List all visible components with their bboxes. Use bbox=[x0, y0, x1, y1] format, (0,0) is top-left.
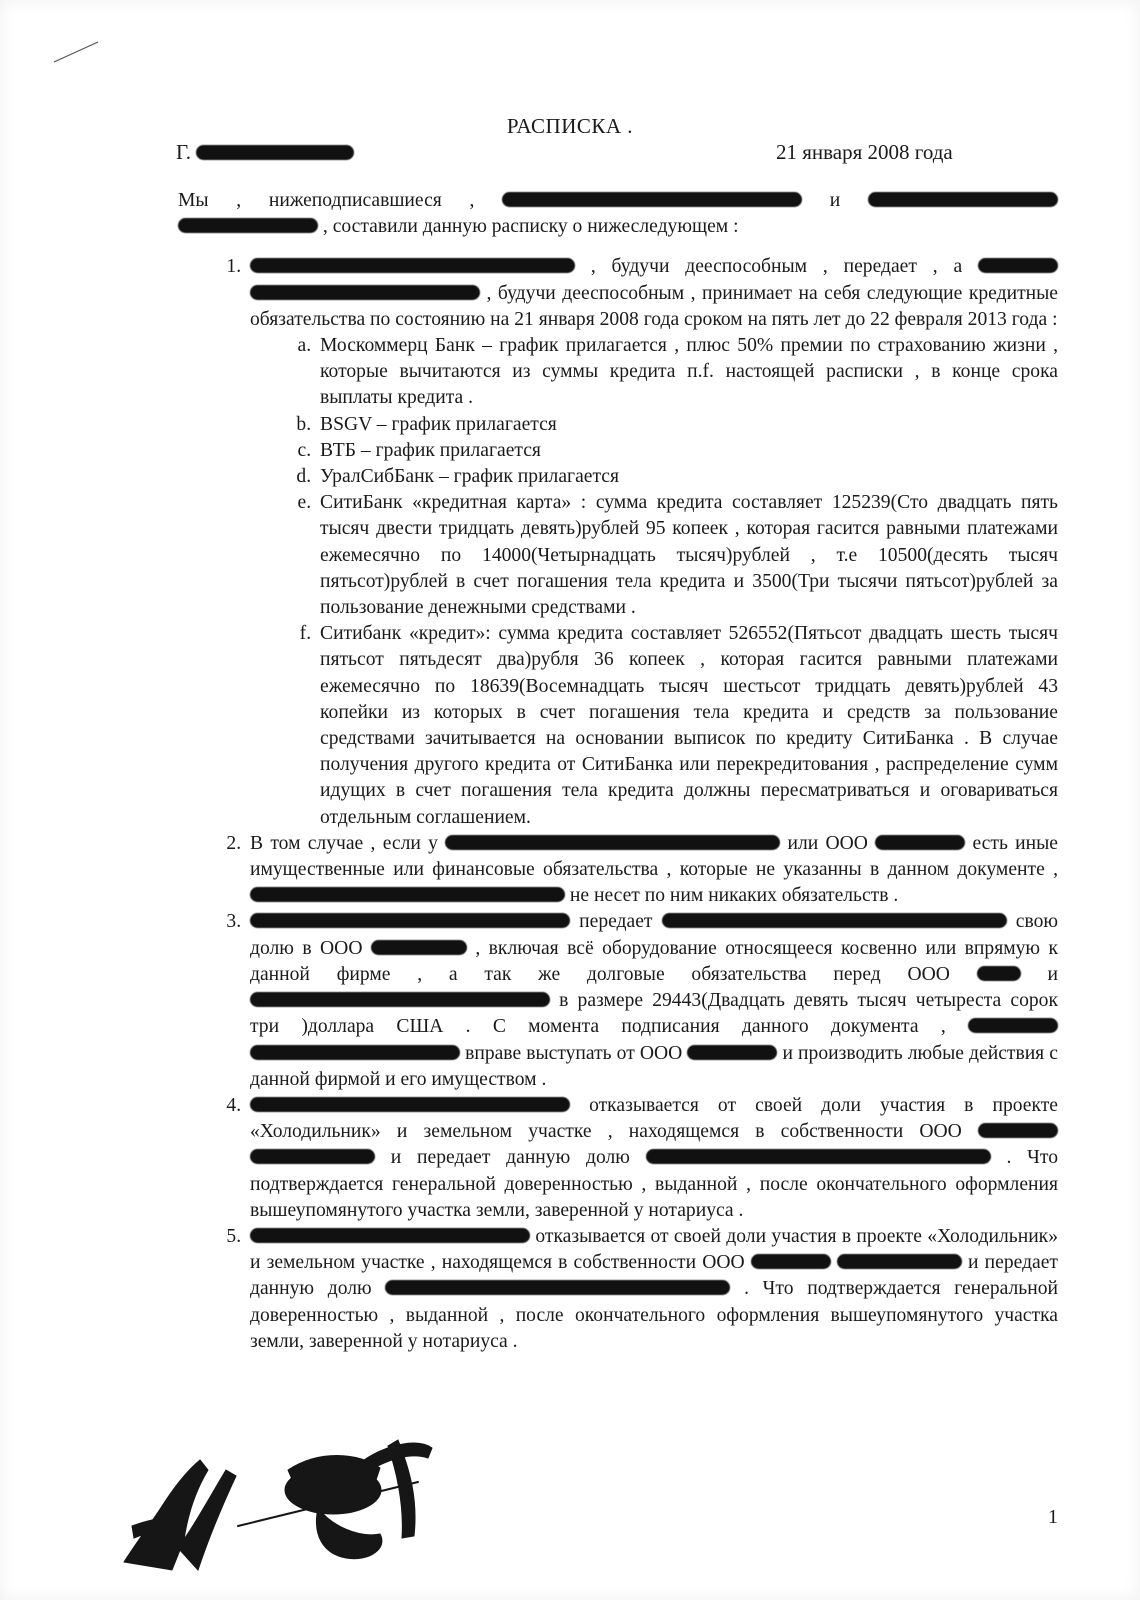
redacted-name bbox=[445, 835, 780, 850]
redacted-city bbox=[196, 145, 354, 160]
subclause-c: c. ВТБ – график прилагается bbox=[316, 438, 1058, 464]
redacted-name bbox=[250, 913, 570, 928]
subclause-d: d. УралСибБанк – график прилагается bbox=[316, 464, 1058, 490]
redacted-company bbox=[875, 835, 965, 850]
document-date: 21 января 2008 года bbox=[776, 140, 953, 164]
redacted-name bbox=[502, 192, 802, 207]
redacted-name bbox=[646, 1149, 991, 1164]
document-title: РАСПИСКА . bbox=[506, 114, 634, 138]
redacted-company bbox=[687, 1045, 777, 1060]
redacted-company bbox=[977, 966, 1021, 981]
redacted-name bbox=[868, 192, 1058, 207]
redacted-name bbox=[250, 1097, 570, 1112]
redacted-name bbox=[968, 1018, 1058, 1033]
redacted-company bbox=[371, 940, 467, 955]
redacted-name bbox=[250, 992, 550, 1007]
pen-mark bbox=[52, 38, 102, 66]
page-number: 1 bbox=[1048, 1506, 1058, 1528]
subclause-b: b. BSGV – график прилагается bbox=[316, 412, 1058, 438]
credit-obligations-list bbox=[250, 333, 1058, 831]
redacted-name bbox=[250, 258, 575, 273]
redacted-name bbox=[385, 1280, 730, 1295]
city-prefix: Г. bbox=[176, 140, 192, 164]
redacted-name bbox=[978, 258, 1058, 273]
redacted-name bbox=[250, 1045, 460, 1060]
redacted-name bbox=[250, 1228, 530, 1243]
intro-paragraph: Мы , нижеподписавшиеся , и , составили данную расписку о нижеследующем : bbox=[178, 188, 1058, 240]
redacted-signature bbox=[118, 1430, 438, 1580]
redacted-name bbox=[662, 913, 1007, 928]
clause-3: 3. передает свою долю в ООО , включая всё оборудование относящееся косвенно или впрямую к данной фирме , а так же долговые обязательства перед ООО и в размере 29443(Двадцать девять тысяч четыреста сорок три )доллара США . С момента подписания данного документа , вправе выступать от ООО и производить любые действия с данной фирмой и его имуществом . bbox=[246, 909, 1058, 1092]
subclause-a: a. Москоммерц Банк – график прилагается , плюс 50% премии по страхованию жизни , которые вычитаются из суммы кредита п.f. настоящей расписки , в конце срока выплаты кредита . bbox=[316, 333, 1058, 412]
subclause-e: e. СитиБанк «кредитная карта» : сумма кредита составляет 125239(Сто двадцать пять тысяч двести тридцать девять)рублей 95 копеек , которая гасится равными платежами ежемесячно по 14000(Четырнадцать тысяч)рублей , т.е 10500(десять тысяч пятьсот)рублей в счет погашения тела кредита и 3500(Три тысячи пятьсот)рублей за пользование денежными средствами . bbox=[316, 490, 1058, 621]
city-line bbox=[176, 140, 354, 165]
clause-1: 1. , будучи дееспособным , передает , а , будучи дееспособным , принимает на себя следующие кредитные обязательства по состоянию на 21 января 2008 года сроком на пять лет до 22 февраля 2013 года : a. Москоммерц Банк – график прилагается , плюс 50% премии по страхованию жизни , которые вычитаются из суммы кредита п.f. настоящей расписки , в конце срока выплаты кредита . b. BSGV – график прилагается c. ВТБ – график прилагается d. УралСибБанк – график прилагается e. СитиБанк «кредитная карта» : сумма кредита составляет 125239(Сто двадцать пять тысяч двести тридцать девять)рублей 95 копеек , которая гасится равными платежами ежемесячно по 14000(Четырнадцать тысяч)рублей , т.е 10500(десять тысяч пятьсот)рублей в счет погашения тела кредита и 3500(Три тысячи пятьсот)рублей за пользование денежными средствами . f. Ситибанк «кредит»: сумма кредита составляет 526552(Пятьсот двадцать шесть тысяч пятьсот пятьдесят два)рубля 36 копеек , которая гасится равными платежами ежемесячно по 18639(Восемнадцать тысяч шестьсот тридцать девять)рублей 43 копейки из которых в счет погашения тела кредита и средств за пользование средствами зачитывается на основании выписок по кредиту СитиБанка . В случае получения другого кредита от СитиБанка или перекредитования , распределение сумм идущих в счет погашения тела кредита должны пересматриваться и оговариваться отдельным соглашением. bbox=[246, 254, 1058, 830]
clause-4: 4. отказывается от своей доли участия в проекте «Холодильник» и земельном участке , находящемся в собственности ООО и передает данную долю . Что подтверждается генеральной доверенностью , выданной , после окончательного оформления вышеупомянутого участка земли, заверенной у нотариуса . bbox=[246, 1093, 1058, 1224]
subclause-f: f. Ситибанк «кредит»: сумма кредита составляет 526552(Пятьсот двадцать шесть тысяч пятьсот пятьдесят два)рубля 36 копеек , которая гасится равными платежами ежемесячно по 18639(Восемнадцать тысяч шестьсот тридцать девять)рублей 43 копейки из которых в счет погашения тела кредита и средств за пользование средствами зачитывается на основании выписок по кредиту СитиБанка . В случае получения другого кредита от СитиБанка или перекредитования , распределение сумм идущих в счет погашения тела кредита должны пересматриваться и оговариваться отдельным соглашением. bbox=[316, 621, 1058, 831]
document-body bbox=[178, 188, 1058, 1355]
redacted-company bbox=[751, 1254, 831, 1269]
redacted-name bbox=[250, 285, 480, 300]
clause-2: 2. В том случае , если у или ООО есть иные имущественные или финансовые обязательства , которые не указанны в данном документе , не несет по ним никаких обязательств . bbox=[246, 831, 1058, 910]
redacted-name bbox=[178, 218, 318, 233]
clause-5: 5. отказывается от своей доли участия в проекте «Холодильник» и земельном участке , находящемся в собственности ООО и передает данную долю . Что подтверждается генеральной доверенностью , выданной , после окончательного оформления вышеупомянутого участка земли, заверенной у нотариуса . bbox=[246, 1224, 1058, 1355]
redacted-company bbox=[978, 1123, 1058, 1138]
clauses-list bbox=[178, 254, 1058, 1355]
redacted-company bbox=[250, 1149, 375, 1164]
redacted-company bbox=[837, 1254, 962, 1269]
redacted-name bbox=[250, 887, 565, 902]
